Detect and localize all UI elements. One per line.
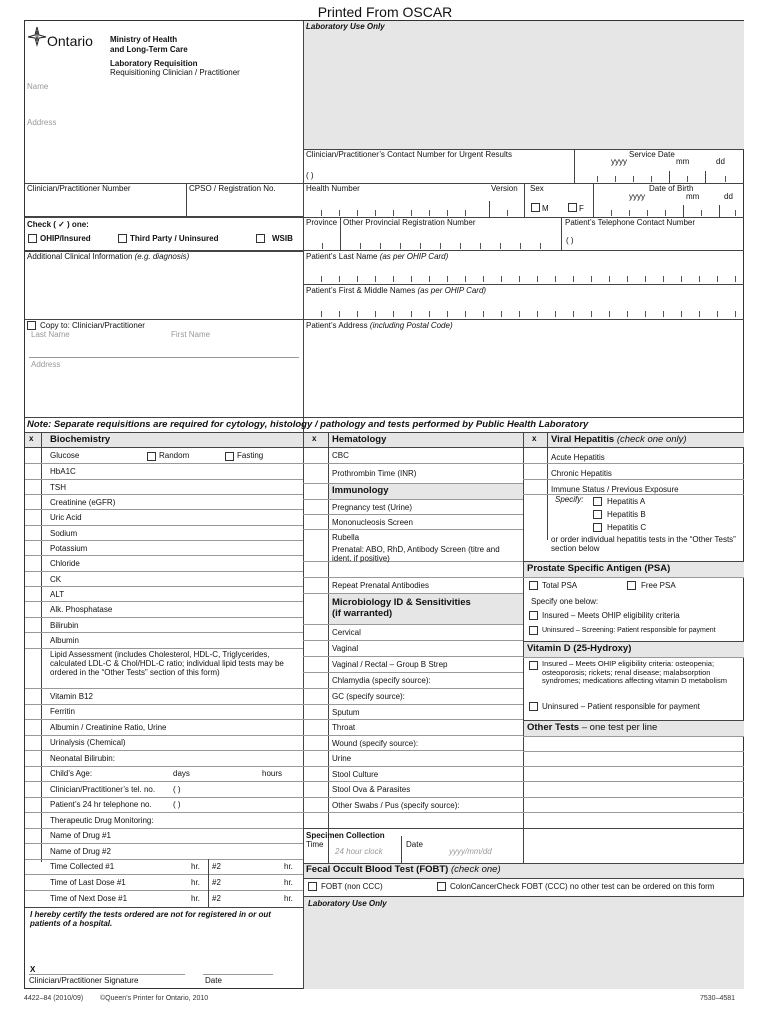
specimen-time-placeholder: 24 hour clock [335, 847, 383, 856]
hr-label: hr. [191, 862, 200, 871]
prenatal-screen: Prenatal: ABO, RhD, Antibody Screen (titre and ident. if positive) [332, 545, 500, 563]
immunology-item: Pregnancy test (Urine) [332, 503, 413, 512]
biochem-item: Neonatal Bilirubin: [50, 754, 115, 763]
hep-c-checkbox[interactable] [593, 523, 602, 532]
num2-label: #2 [212, 862, 221, 871]
biochem-item: Albumin / Creatinine Ratio, Urine [50, 723, 167, 732]
ohip-label: OHIP/Insured [40, 234, 91, 243]
specimen-date-label: Date [406, 840, 423, 849]
biochem-x: x [29, 434, 34, 443]
biochem-item: HbA1C [50, 467, 76, 476]
glucose-fasting-checkbox[interactable] [225, 452, 234, 461]
version-label: Version [491, 184, 518, 193]
biochem-item: Urinalysis (Chemical) [50, 738, 126, 747]
micro-item: Vaginal / Rectal – Group B Strep [332, 660, 448, 669]
hep-immune-status: Immune Status / Previous Exposure [551, 485, 679, 494]
biochem-item: Creatinine (eGFR) [50, 498, 116, 507]
dob-mm: mm [686, 192, 700, 201]
psa-title: Prostate Specific Antigen (PSA) [527, 563, 671, 574]
lab-requisition-form [24, 20, 744, 989]
num2-label: #2 [212, 878, 221, 887]
micro-item: Urine [332, 754, 352, 763]
hr-label: hr. [191, 894, 200, 903]
form-title: Laboratory Requisition [110, 59, 198, 68]
fobt-non-ccc-label: FOBT (non CCC) [321, 882, 383, 891]
glucose-random-checkbox[interactable] [147, 452, 156, 461]
service-mm: mm [676, 157, 690, 166]
hep-a-checkbox[interactable] [593, 497, 602, 506]
third-party-checkbox[interactable] [118, 234, 127, 243]
vitd-insured-label: Insured – Meets OHIP eligibility criteria: osteopenia; osteoporosis; rickets; renal disease; malabsorption syndromes; medications affecting vitamin D metabolism [542, 659, 727, 685]
microbiology-subtitle: (if warranted) [332, 608, 393, 619]
certify-statement: I hereby certify the tests ordered are not for registered in or out patients of a hospital. [30, 910, 271, 928]
vitd-title: Vitamin D (25-Hydroxy) [527, 643, 632, 654]
immunology-item: Mononucleosis Screen [332, 518, 413, 527]
psa-insured-label: Insured – Meets OHIP eligibility criteria [542, 611, 680, 620]
dob-dd: dd [724, 192, 733, 201]
copy-to-label: Copy to: Clinician/Practitioner [40, 321, 145, 330]
patient-address-label: Patient’s Address (including Postal Code) [306, 321, 453, 330]
repeat-prenatal: Repeat Prenatal Antibodies [332, 581, 429, 590]
patient-24hr-tel-label: Patient’s 24 hr telephone no. [50, 800, 152, 809]
psa-uninsured-checkbox[interactable] [529, 626, 538, 635]
dob-label: Date of Birth [649, 184, 694, 193]
service-dd: dd [716, 157, 725, 166]
biochem-item: Bilirubin [50, 621, 79, 630]
clinician-tel-label: Clinician/Practitioner’s tel. no. [50, 785, 156, 794]
microbiology-title: Microbiology ID & Sensitivities [332, 597, 471, 608]
sex-female-checkbox[interactable] [568, 203, 577, 212]
printed-from-banner: Printed From OSCAR [317, 4, 453, 20]
clinician-address-label: Address [27, 118, 57, 127]
copyright: ©Queen’s Printer for Ontario, 2010 [100, 995, 209, 1002]
free-psa-checkbox[interactable] [627, 581, 636, 590]
micro-item: Stool Culture [332, 770, 379, 779]
biochem-item: Vitamin B12 [50, 692, 93, 701]
next-dose-label: Time of Next Dose #1 [50, 894, 128, 903]
ohip-checkbox[interactable] [28, 234, 37, 243]
biochem-item: TSH [50, 483, 66, 492]
micro-item: Throat [332, 723, 356, 732]
hep-or-order-note: or order individual hepatitis tests in the “Other Tests” section below [551, 535, 736, 553]
copy-to-checkbox[interactable] [27, 321, 36, 330]
psa-insured-checkbox[interactable] [529, 611, 538, 620]
psa-uninsured-label: Uninsured – Screening: Patient responsible for payment [542, 627, 716, 634]
service-yyyy: yyyy [611, 157, 627, 166]
sex-label: Sex [530, 184, 544, 193]
micro-item: Other Swabs / Pus (specify source): [332, 801, 460, 810]
ontario-logo-text: Ontario [47, 33, 93, 49]
biochem-glucose: Glucose [50, 451, 80, 460]
hematology-x: x [312, 434, 317, 443]
micro-item: Vaginal [332, 644, 359, 653]
fobt-ccc-label: ColonCancerCheck FOBT (CCC) no other test can be ordered on this form [450, 882, 715, 891]
hr-label: hr. [284, 878, 293, 887]
check-one-label: Check ( ✓ ) one: [27, 220, 89, 229]
hr-label: hr. [284, 862, 293, 871]
additional-info-label: Additional Clinical Information (e.g. diagnosis) [27, 252, 190, 261]
total-psa-checkbox[interactable] [529, 581, 538, 590]
clinician-tel-paren: ( ) [173, 785, 181, 794]
sex-male-label: M [542, 204, 549, 213]
biochemistry-title: Biochemistry [50, 434, 111, 445]
lipid-assessment: Lipid Assessment (includes Cholesterol, HDL-C, Triglycerides, calculated LDL-C & Chol/HDL-C ratio; individual lipid tests may be ordered in the “Other Tests” section of this form) [50, 650, 284, 677]
copy-first-name-label: First Name [171, 330, 211, 339]
signature-label: Clinician/Practitioner Signature [29, 976, 139, 985]
biochem-item: ALT [50, 590, 65, 599]
micro-item: Stool Ova & Parasites [332, 785, 411, 794]
patient-24hr-tel-paren: ( ) [173, 800, 181, 809]
last-dose-label: Time of Last Dose #1 [50, 878, 126, 887]
lab-use-only-bottom: Laboratory Use Only [308, 899, 387, 908]
drug1-label: Name of Drug #1 [50, 831, 111, 840]
immunology-item: Rubella [332, 533, 360, 542]
biochem-item: Ferritin [50, 707, 75, 716]
trillium-logo-icon [26, 25, 48, 47]
micro-item: Sputum [332, 708, 360, 717]
num2-label: #2 [212, 894, 221, 903]
ministry-line1: Ministry of Health [110, 35, 178, 44]
glucose-fasting-label: Fasting [237, 451, 264, 460]
specimen-date-placeholder: yyyy/mm/dd [449, 847, 492, 856]
biochem-item: Alk. Phosphatase [50, 605, 113, 614]
vitd-uninsured-label: Uninsured – Patient responsible for payment [542, 702, 700, 711]
ministry-line2: and Long-Term Care [110, 45, 188, 54]
fobt-title: Fecal Occult Blood Test (FOBT) (check one) [306, 864, 501, 875]
hep-chronic: Chronic Hepatitis [551, 469, 612, 478]
hep-b-label: Hepatitis B [607, 510, 646, 519]
biochem-item: Chloride [50, 559, 80, 568]
wsib-checkbox[interactable] [256, 234, 265, 243]
vitd-insured-checkbox[interactable] [529, 661, 538, 670]
dob-yyyy: yyyy [629, 192, 645, 201]
hr-label: hr. [284, 894, 293, 903]
fobt-non-ccc-checkbox[interactable] [308, 882, 317, 891]
other-tests-title: Other Tests – one test per line [527, 722, 658, 733]
biochem-item: Sodium [50, 529, 78, 538]
patient-first-name-label: Patient’s First & Middle Names (as per OHIP Card) [306, 286, 487, 295]
lab-use-area-top [303, 21, 744, 149]
third-party-label: Third Party / Uninsured [130, 234, 219, 243]
clinician-number-label: Clinician/Practitioner Number [27, 184, 131, 193]
signature-date-label: Date [205, 976, 222, 985]
biochem-item: Potassium [50, 544, 88, 553]
micro-item: Cervical [332, 628, 361, 637]
childs-age-label: Child’s Age: [50, 769, 93, 778]
urgent-contact-label: Clinician/Practitioner’s Contact Number for Urgent Results [306, 150, 513, 159]
childs-age-days: days [173, 769, 190, 778]
urgent-contact-paren: ( ) [306, 171, 314, 180]
total-psa-label: Total PSA [542, 581, 578, 590]
glucose-random-label: Random [159, 451, 190, 460]
copy-address-label: Address [31, 360, 61, 369]
hep-specify: Specify: [555, 495, 584, 504]
cpso-label: CPSO / Registration No. [189, 184, 276, 193]
copy-last-name-label: Last Name [31, 330, 70, 339]
hepatitis-title: Viral Hepatitis (check one only) [551, 434, 687, 445]
province-label: Province [306, 218, 338, 227]
patient-phone-paren: ( ) [566, 236, 574, 245]
patient-phone-label: Patient’s Telephone Contact Number [565, 218, 696, 227]
hematology-item: CBC [332, 451, 349, 460]
micro-item: GC (specify source): [332, 692, 405, 701]
fobt-ccc-checkbox[interactable] [437, 882, 446, 891]
drug2-label: Name of Drug #2 [50, 847, 111, 856]
hep-a-label: Hepatitis A [607, 497, 646, 506]
signature-x: X [30, 965, 36, 974]
form-number: 4422–84 (2010/09) [24, 995, 84, 1002]
time-collected-label: Time Collected #1 [50, 862, 115, 871]
clinician-name-label: Name [27, 82, 49, 91]
hr-label: hr. [191, 878, 200, 887]
biochem-item: CK [50, 575, 62, 584]
specimen-collection-title: Specimen Collection [306, 831, 385, 840]
hematology-title: Hematology [332, 434, 387, 445]
sex-male-checkbox[interactable] [531, 203, 540, 212]
hepatitis-x: x [532, 434, 537, 443]
hep-b-checkbox[interactable] [593, 510, 602, 519]
other-provincial-label: Other Provincial Registration Number [343, 218, 476, 227]
hep-acute: Acute Hepatitis [551, 453, 605, 462]
lab-use-area-bottom [303, 896, 744, 989]
wsib-label: WSIB [272, 234, 293, 243]
health-number-label: Health Number [306, 184, 360, 193]
free-psa-label: Free PSA [641, 581, 676, 590]
separate-requisitions-note: Note: Separate requisitions are required for cytology, histology / pathology and tests performed by Public Health Laboratory [27, 419, 589, 430]
hep-c-label: Hepatitis C [607, 523, 647, 532]
tdm-label: Therapeutic Drug Monitoring: [50, 816, 154, 825]
form-subtitle: Requisitioning Clinician / Practitioner [110, 68, 240, 77]
biochem-item: Albumin [50, 636, 79, 645]
biochem-item: Uric Acid [50, 513, 82, 522]
patient-last-name-label: Patient’s Last Name (as per OHIP Card) [306, 252, 449, 261]
hematology-item: Prothrombin Time (INR) [332, 469, 417, 478]
sex-female-label: F [579, 204, 584, 213]
form-code: 7530–4581 [700, 995, 736, 1002]
specimen-time-label: Time [306, 840, 324, 849]
childs-age-hours: hours [262, 769, 283, 778]
immunology-title: Immunology [332, 485, 389, 496]
service-date-label: Service Date [629, 150, 675, 159]
psa-specify: Specify one below: [531, 597, 599, 606]
micro-item: Chlamydia (specify source): [332, 676, 431, 685]
vitd-uninsured-checkbox[interactable] [529, 702, 538, 711]
lab-use-only-top: Laboratory Use Only [306, 22, 385, 31]
micro-item: Wound (specify source): [332, 739, 419, 748]
